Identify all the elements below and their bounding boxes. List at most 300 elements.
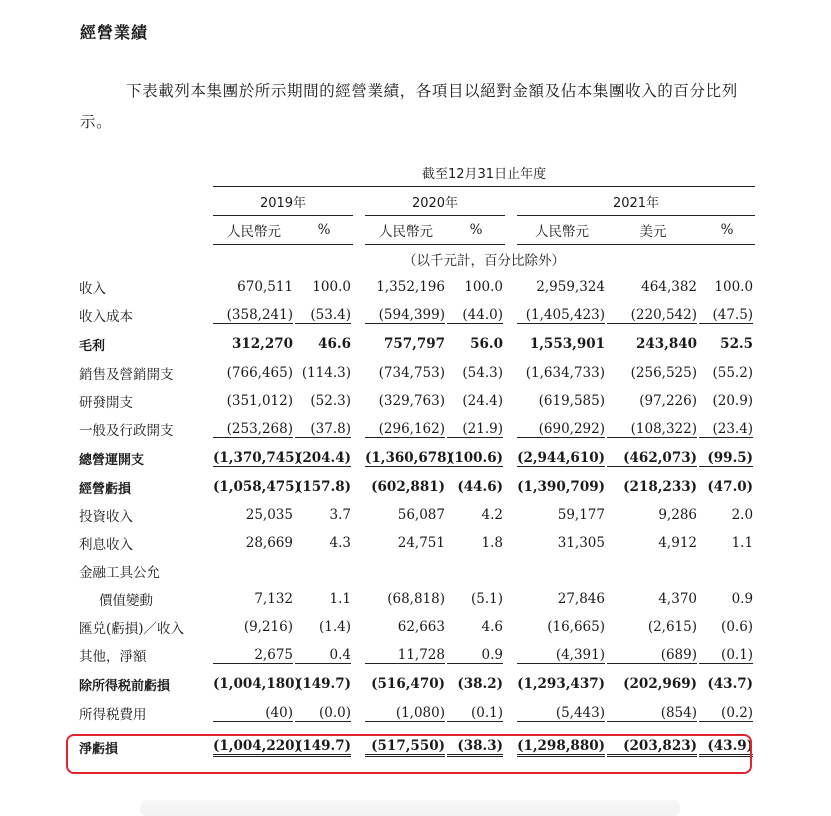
table-row bbox=[75, 557, 755, 585]
cell-value bbox=[607, 699, 699, 727]
table-row bbox=[75, 585, 755, 613]
cell-text: (619,585) bbox=[538, 393, 605, 409]
cell-value bbox=[699, 613, 755, 641]
cell-text: (44.6) bbox=[457, 479, 503, 495]
col-usd-2021: 美元 bbox=[607, 216, 699, 245]
cell-text: (43.7) bbox=[707, 676, 754, 692]
cell-value bbox=[213, 641, 295, 669]
cell-text: (1,298,880) bbox=[517, 738, 605, 757]
table-row bbox=[75, 415, 755, 443]
cell-text: (1,004,220) bbox=[213, 738, 301, 757]
cell-value bbox=[517, 669, 607, 699]
cell-value bbox=[699, 329, 755, 359]
cell-text: 7,132 bbox=[254, 591, 293, 607]
cell-value bbox=[213, 359, 295, 387]
cell-value bbox=[699, 387, 755, 415]
cell-value bbox=[517, 613, 607, 641]
cell-text: 3.7 bbox=[329, 507, 351, 523]
cell-text: (43.9) bbox=[699, 738, 753, 757]
table-row bbox=[75, 613, 755, 641]
cell-value bbox=[607, 359, 699, 387]
table-row bbox=[75, 669, 755, 699]
row-label: 投資收入 bbox=[79, 509, 133, 525]
cell-text: 757,797 bbox=[383, 336, 445, 352]
cell-value bbox=[607, 415, 699, 443]
cell-text: (53.4) bbox=[295, 307, 351, 324]
cell-text: 56,087 bbox=[397, 507, 445, 523]
cell-text: (54.3) bbox=[462, 365, 503, 381]
cell-text: 4,370 bbox=[658, 591, 697, 607]
spacer-cell bbox=[505, 329, 517, 359]
cell-value bbox=[213, 329, 295, 359]
cell-text: (1,080) bbox=[365, 705, 445, 722]
cell-value bbox=[295, 387, 353, 415]
cell-value bbox=[699, 699, 755, 727]
cell-value bbox=[295, 473, 353, 501]
cell-text: 0.9 bbox=[447, 647, 503, 664]
row-label: 淨虧損 bbox=[79, 741, 119, 757]
cell-text: (5,443) bbox=[517, 705, 605, 722]
cell-text: (594,399) bbox=[365, 307, 445, 324]
cell-value bbox=[699, 585, 755, 613]
cell-text: (0.1) bbox=[447, 705, 503, 722]
cell-text: 46.6 bbox=[318, 336, 351, 352]
cell-text: 100.0 bbox=[312, 279, 351, 295]
spacer-cell bbox=[353, 273, 365, 301]
table-row bbox=[75, 301, 755, 329]
spacer-cell bbox=[353, 669, 365, 699]
col-rmb-2020: 人民幣元 bbox=[365, 216, 447, 245]
cell-text: 9,286 bbox=[658, 507, 697, 523]
cell-value bbox=[699, 359, 755, 387]
spacer-cell bbox=[353, 557, 365, 585]
cell-text: 2,959,324 bbox=[536, 279, 605, 295]
cell-text: (1,390,709) bbox=[517, 479, 605, 495]
cell-value bbox=[607, 329, 699, 359]
cell-value bbox=[447, 641, 505, 669]
cell-value bbox=[447, 613, 505, 641]
spacer-cell bbox=[353, 529, 365, 557]
cell-value bbox=[213, 443, 301, 473]
table-row bbox=[75, 529, 755, 557]
cell-text: (690,292) bbox=[517, 421, 605, 438]
cell-text: (24.4) bbox=[462, 393, 503, 409]
cell-text: (0.2) bbox=[699, 705, 753, 722]
row-label: 研發開支 bbox=[79, 395, 133, 411]
cell-value bbox=[295, 415, 353, 443]
cell-text: 31,305 bbox=[557, 535, 605, 551]
cell-text: (149.7) bbox=[295, 738, 351, 757]
cell-text: (0.0) bbox=[295, 705, 351, 722]
cell-value bbox=[699, 669, 755, 699]
cell-text: (97,226) bbox=[639, 393, 697, 409]
cell-text: 0.9 bbox=[731, 591, 754, 607]
spacer-cell bbox=[505, 699, 517, 727]
cell-text: (23.4) bbox=[699, 421, 753, 438]
cell-value bbox=[365, 359, 447, 387]
cell-text: 312,270 bbox=[231, 336, 293, 352]
cell-text: (157.8) bbox=[295, 479, 351, 495]
spacer-cell bbox=[505, 641, 517, 669]
cell-text: 27,846 bbox=[557, 591, 605, 607]
spacer-cell bbox=[505, 415, 517, 443]
cell-text: (4,391) bbox=[517, 647, 605, 664]
row-label: 收入 bbox=[79, 281, 106, 297]
cell-text: (516,470) bbox=[371, 676, 445, 692]
row-label: 銷售及營銷開支 bbox=[79, 367, 174, 383]
cell-text: 243,840 bbox=[635, 336, 697, 352]
cell-value bbox=[365, 529, 447, 557]
cell-value bbox=[365, 443, 453, 473]
spacer-cell bbox=[607, 557, 699, 585]
cell-value bbox=[517, 529, 607, 557]
cell-value bbox=[517, 329, 607, 359]
cell-value bbox=[699, 415, 755, 443]
cell-text: (734,753) bbox=[378, 365, 445, 381]
table-row bbox=[75, 699, 755, 727]
cell-value bbox=[295, 641, 353, 669]
cell-value bbox=[447, 669, 505, 699]
cell-text: (2,944,610) bbox=[517, 449, 605, 466]
cell-value bbox=[517, 443, 607, 473]
cell-value bbox=[295, 669, 353, 699]
cell-value bbox=[607, 501, 699, 529]
section-title: 經營業績 bbox=[80, 23, 149, 42]
cell-value bbox=[295, 273, 353, 301]
cell-value bbox=[295, 359, 353, 387]
period-header-row bbox=[75, 158, 755, 187]
cell-value bbox=[295, 443, 353, 473]
cell-text: 59,177 bbox=[557, 507, 605, 523]
cell-text: (55.2) bbox=[712, 365, 754, 381]
unit-note: （以千元計，百分比除外） bbox=[403, 253, 566, 269]
cell-text: 1.8 bbox=[481, 535, 503, 551]
cell-value bbox=[517, 501, 607, 529]
year-2020: 2020年 bbox=[365, 187, 505, 216]
cell-value bbox=[213, 273, 295, 301]
cell-text: 1.1 bbox=[329, 591, 351, 607]
row-label: 除所得税前虧損 bbox=[79, 678, 171, 694]
cell-text: (9,216) bbox=[243, 619, 293, 635]
cell-text: 56.0 bbox=[470, 336, 503, 352]
cell-value bbox=[517, 301, 607, 329]
spacer-cell bbox=[353, 359, 365, 387]
cell-text: 1,352,196 bbox=[376, 279, 445, 295]
cell-value bbox=[213, 415, 295, 443]
spacer-cell bbox=[505, 387, 517, 415]
spacer-cell bbox=[505, 529, 517, 557]
spacer-cell bbox=[505, 613, 517, 641]
cell-value bbox=[699, 501, 755, 529]
cell-value bbox=[699, 529, 755, 557]
cell-value bbox=[447, 301, 505, 329]
cell-text: (329,763) bbox=[378, 393, 445, 409]
cell-value bbox=[213, 585, 295, 613]
cell-text: (1,004,180) bbox=[213, 676, 301, 692]
cell-text: 100.0 bbox=[714, 279, 754, 295]
row-label: 價值變動 bbox=[99, 593, 153, 609]
cell-value bbox=[365, 273, 447, 301]
spacer-cell bbox=[505, 585, 517, 613]
cell-text: (517,550) bbox=[365, 738, 445, 757]
cell-value bbox=[607, 443, 699, 473]
spacer-cell bbox=[353, 473, 365, 501]
spacer-cell bbox=[353, 501, 365, 529]
cell-value bbox=[295, 585, 353, 613]
cell-value bbox=[295, 613, 353, 641]
cell-value bbox=[365, 473, 447, 501]
cell-value bbox=[517, 359, 607, 387]
cell-text: (1.4) bbox=[318, 619, 351, 635]
cell-text: (100.6) bbox=[447, 449, 503, 466]
cell-value bbox=[607, 641, 699, 669]
row-label: 金融工具公允 bbox=[79, 565, 160, 581]
cell-value bbox=[607, 613, 699, 641]
cell-text: (44.0) bbox=[447, 307, 503, 324]
cell-value bbox=[447, 501, 505, 529]
spacer-cell bbox=[505, 443, 517, 473]
cell-text: (218,233) bbox=[623, 479, 697, 495]
cell-text: (1,405,423) bbox=[517, 307, 605, 324]
row-label: 收入成本 bbox=[79, 309, 133, 325]
cell-value bbox=[607, 529, 699, 557]
cell-text: (114.3) bbox=[301, 365, 351, 381]
cell-value bbox=[365, 501, 447, 529]
cell-value bbox=[607, 301, 699, 329]
cell-text: (202,969) bbox=[623, 676, 697, 692]
cell-value bbox=[447, 387, 505, 415]
cell-text: (462,073) bbox=[607, 450, 697, 467]
cell-value bbox=[213, 473, 301, 501]
row-label: 毛利 bbox=[79, 338, 106, 354]
period-header: 截至12月31日止年度 bbox=[213, 158, 755, 187]
spacer-cell bbox=[699, 557, 755, 585]
cell-text: 2.0 bbox=[731, 507, 754, 523]
cell-text: 4,912 bbox=[658, 535, 697, 551]
cell-text: (0.6) bbox=[721, 619, 754, 635]
cell-text: 62,663 bbox=[397, 619, 445, 635]
cell-text: (37.8) bbox=[295, 421, 351, 438]
row-label: 所得税費用 bbox=[79, 707, 147, 723]
intro-paragraph: 下表載列本集團於所示期間的經營業績，各項目以絕對金額及佔本集團收入的百分比列示。 bbox=[80, 82, 738, 131]
cell-text: (220,542) bbox=[607, 307, 697, 324]
cell-value bbox=[447, 699, 505, 727]
cell-value bbox=[213, 529, 295, 557]
cell-value bbox=[295, 699, 353, 727]
spacer-cell bbox=[505, 473, 517, 501]
cell-text: 4.6 bbox=[481, 619, 503, 635]
cell-value bbox=[213, 613, 295, 641]
operating-results-table bbox=[75, 158, 755, 767]
cell-value bbox=[447, 443, 505, 473]
cell-text: (351,012) bbox=[226, 393, 293, 409]
cell-value bbox=[295, 529, 353, 557]
cell-value bbox=[365, 329, 447, 359]
cell-value bbox=[295, 329, 353, 359]
cell-value bbox=[607, 387, 699, 415]
cell-text: (20.9) bbox=[712, 393, 754, 409]
cell-text: 670,511 bbox=[237, 279, 293, 295]
cell-text: 11,728 bbox=[365, 647, 445, 664]
spacer-cell bbox=[353, 415, 365, 443]
page-bottom-shadow bbox=[140, 800, 680, 816]
cell-value bbox=[447, 473, 505, 501]
cell-text: (21.9) bbox=[447, 421, 503, 438]
net-loss-highlight-box bbox=[66, 734, 752, 774]
cell-value bbox=[517, 641, 607, 669]
table-row bbox=[75, 501, 755, 529]
cell-text: (203,823) bbox=[607, 738, 697, 757]
spacer-cell bbox=[353, 613, 365, 641]
cell-text: 52.5 bbox=[720, 336, 754, 352]
cell-text: (38.3) bbox=[447, 738, 503, 757]
cell-text: 4.3 bbox=[329, 535, 351, 551]
row-label: 利息收入 bbox=[79, 537, 133, 553]
cell-text: 0.4 bbox=[295, 647, 351, 664]
table-row bbox=[75, 273, 755, 301]
row-label: 一般及行政開支 bbox=[79, 423, 174, 439]
cell-text: (68,818) bbox=[387, 591, 445, 607]
spacer-cell bbox=[505, 501, 517, 529]
table-row bbox=[75, 329, 755, 359]
cell-text: (1,634,733) bbox=[525, 365, 605, 381]
cell-text: 1,553,901 bbox=[529, 336, 605, 352]
table-row bbox=[75, 387, 755, 415]
row-label: 其他，淨額 bbox=[79, 649, 147, 665]
cell-text: (108,322) bbox=[607, 421, 697, 438]
cell-text: (1,360,678) bbox=[365, 449, 453, 466]
cell-value bbox=[213, 699, 295, 727]
spacer-cell bbox=[353, 585, 365, 613]
col-rmb-2021: 人民幣元 bbox=[517, 216, 607, 245]
cell-text: 2,675 bbox=[213, 647, 293, 664]
cell-text: 25,035 bbox=[245, 507, 293, 523]
cell-text: 100.0 bbox=[464, 279, 503, 295]
cell-text: (602,881) bbox=[371, 479, 445, 495]
spacer-cell bbox=[353, 641, 365, 669]
cell-text: (40) bbox=[213, 705, 293, 722]
cell-value bbox=[699, 301, 755, 329]
year-header-row bbox=[75, 187, 755, 216]
spacer-cell bbox=[447, 557, 505, 585]
cell-value bbox=[365, 699, 447, 727]
cell-text: (204.4) bbox=[295, 449, 351, 466]
spacer-cell bbox=[505, 557, 517, 585]
cell-text: (2,615) bbox=[647, 619, 697, 635]
cell-text: (854) bbox=[607, 705, 697, 722]
cell-value bbox=[699, 443, 755, 473]
cell-value bbox=[447, 359, 505, 387]
spacer-cell bbox=[505, 301, 517, 329]
cell-value bbox=[607, 669, 699, 699]
cell-text: (47.0) bbox=[707, 479, 754, 495]
table-row bbox=[75, 473, 755, 501]
cell-text: 1.1 bbox=[731, 535, 754, 551]
cell-text: (358,241) bbox=[213, 307, 293, 324]
cell-value bbox=[699, 641, 755, 669]
cell-value bbox=[517, 387, 607, 415]
cell-text: (766,465) bbox=[226, 365, 293, 381]
cell-value bbox=[447, 529, 505, 557]
spacer-cell bbox=[353, 301, 365, 329]
currency-header-row bbox=[75, 216, 755, 245]
unit-note-row bbox=[75, 245, 755, 273]
cell-value bbox=[365, 613, 447, 641]
spacer-cell bbox=[365, 557, 447, 585]
cell-text: (38.2) bbox=[457, 676, 503, 692]
cell-value bbox=[365, 301, 447, 329]
spacer-cell bbox=[353, 387, 365, 415]
table-row bbox=[75, 359, 755, 387]
cell-value bbox=[517, 473, 607, 501]
cell-text: 464,382 bbox=[641, 279, 697, 295]
cell-text: (0.1) bbox=[699, 647, 753, 664]
cell-value bbox=[365, 669, 447, 699]
cell-text: (256,525) bbox=[630, 365, 697, 381]
row-label: 經營虧損 bbox=[79, 481, 132, 497]
cell-text: 24,751 bbox=[397, 535, 445, 551]
spacer-cell bbox=[505, 273, 517, 301]
col-pct-2020: % bbox=[447, 216, 505, 245]
year-2019: 2019年 bbox=[213, 187, 353, 216]
cell-value bbox=[699, 473, 755, 501]
cell-value bbox=[295, 501, 353, 529]
cell-value bbox=[365, 387, 447, 415]
cell-value bbox=[607, 473, 699, 501]
row-label: 總營運開支 bbox=[79, 452, 145, 468]
spacer-cell bbox=[213, 557, 295, 585]
spacer-cell bbox=[505, 359, 517, 387]
cell-value bbox=[447, 273, 505, 301]
cell-value bbox=[447, 415, 505, 443]
cell-value bbox=[517, 585, 607, 613]
cell-value bbox=[365, 585, 447, 613]
table-row bbox=[75, 641, 755, 669]
col-pct-2019: % bbox=[295, 216, 353, 245]
cell-value bbox=[213, 301, 295, 329]
cell-text: (689) bbox=[607, 647, 697, 664]
cell-value bbox=[365, 415, 447, 443]
col-rmb-2019: 人民幣元 bbox=[213, 216, 295, 245]
cell-value bbox=[699, 273, 755, 301]
cell-text: (149.7) bbox=[295, 676, 351, 692]
cell-value bbox=[295, 301, 353, 329]
cell-text: (1,293,437) bbox=[517, 676, 605, 692]
cell-text: (52.3) bbox=[310, 393, 351, 409]
cell-value bbox=[517, 415, 607, 443]
col-pct-2021: % bbox=[699, 216, 755, 245]
spacer-cell bbox=[517, 557, 607, 585]
cell-text: (1,370,745) bbox=[213, 449, 301, 466]
cell-text: 28,669 bbox=[245, 535, 293, 551]
year-2021: 2021年 bbox=[517, 187, 755, 216]
cell-value bbox=[607, 585, 699, 613]
cell-text: (253,268) bbox=[213, 421, 293, 438]
spacer-cell bbox=[295, 557, 353, 585]
cell-value bbox=[517, 273, 607, 301]
cell-text: (1,058,475) bbox=[213, 479, 301, 495]
cell-value bbox=[213, 501, 295, 529]
spacer-cell bbox=[353, 699, 365, 727]
spacer-cell bbox=[505, 669, 517, 699]
cell-value bbox=[213, 669, 301, 699]
cell-value bbox=[607, 273, 699, 301]
cell-value bbox=[447, 585, 505, 613]
cell-text: (296,162) bbox=[365, 421, 445, 438]
cell-text: (16,665) bbox=[547, 619, 605, 635]
cell-text: (99.5) bbox=[699, 450, 753, 467]
cell-value bbox=[213, 387, 295, 415]
